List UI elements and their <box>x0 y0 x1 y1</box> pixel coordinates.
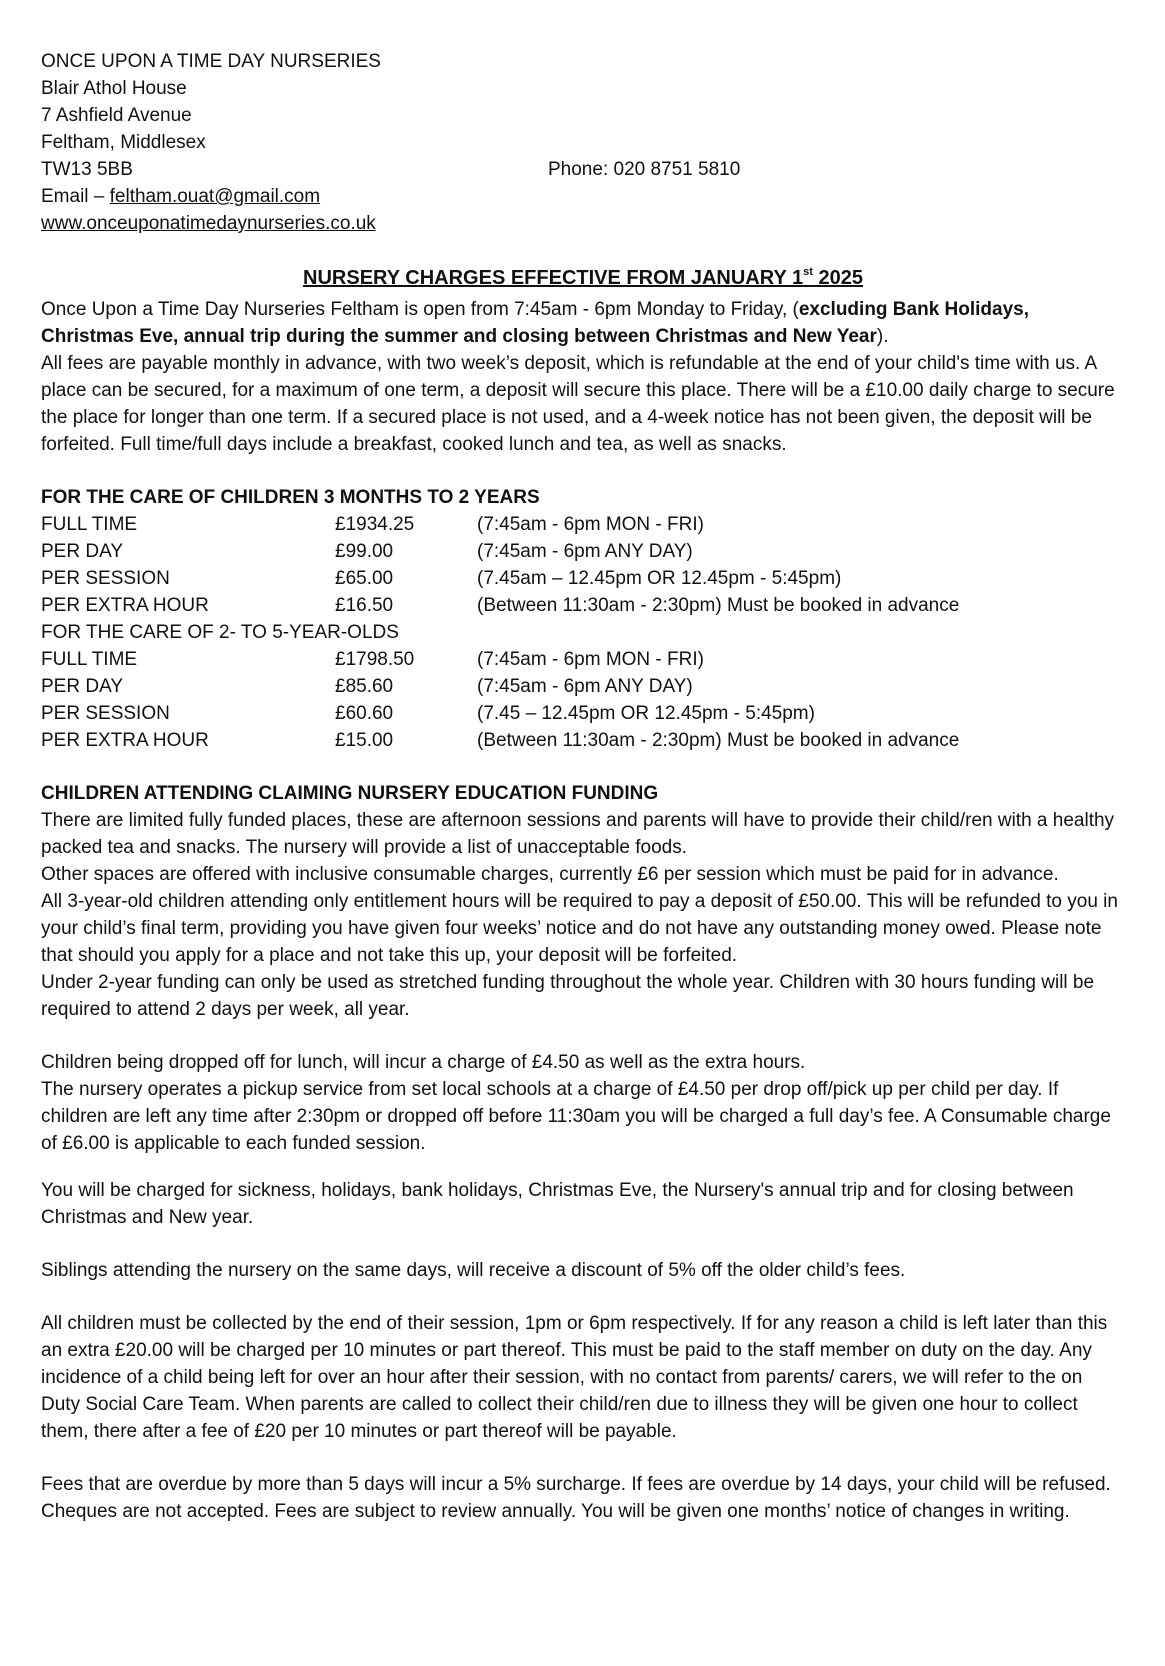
rate-price: £60.60 <box>335 703 394 724</box>
spacer <box>41 1231 1125 1257</box>
postcode-row <box>41 156 1125 183</box>
overdue-paragraph: Fees that are overdue by more than 5 days will incur a 5% surcharge. If fees are overdue by 14 days, your child will be refused. Cheques are not accepted. Fees are subject to review annually. You will be given one months’ notice of changes in writing. <box>41 1474 1111 1522</box>
rate-name: FULL TIME <box>41 514 138 535</box>
spacer <box>41 1157 1125 1177</box>
collection-paragraph: All children must be collected by the end of their session, 1pm or 6pm respectively. If for any reason a child is left later than this an extra £20.00 will be charged per 10 minutes or part thereof. This must be paid to the staff member on duty on the day. Any incidence of a child being left for over an hour after their session, with no contact from parents/ carers, we will refer to the on Duty Social Care Team. When parents are called to collect their child/ren due to illness they will be given one hour to collect them, there after a fee of £20 per 10 minutes or part thereof will be payable. <box>41 1313 1108 1442</box>
funding-paragraph-1: There are limited fully funded places, these are afternoon sessions and parents will have to provide their child/ren with a healthy packed tea and snacks. The nursery will provide a list of unacceptable foods. <box>41 810 1115 858</box>
address-line-2: 7 Ashfield Avenue <box>41 105 192 126</box>
spacer <box>41 754 1125 780</box>
sickness-paragraph: You will be charged for sickness, holidays, bank holidays, Christmas Eve, the Nursery's annual trip and for closing between Christmas and New year. <box>41 1180 1074 1228</box>
rate-price: £1798.50 <box>335 649 415 670</box>
intro-opening-hours <box>41 296 1125 350</box>
address-line-3: Feltham, Middlesex <box>41 132 206 153</box>
email-label: Email – <box>41 186 110 207</box>
email-row <box>41 183 1125 210</box>
funding-heading: CHILDREN ATTENDING CLAIMING NURSERY EDUCATION FUNDING <box>41 783 659 804</box>
title-year: 2025 <box>812 267 863 289</box>
rate-name: PER EXTRA HOUR <box>41 730 209 751</box>
rate-price: £99.00 <box>335 541 394 562</box>
funding-paragraph-4: Under 2-year funding can only be used as stretched funding throughout the whole year. Children with 30 hours funding will be required to attend 2 days per week, all year. <box>41 972 1095 1020</box>
funding-paragraph-3: All 3-year-old children attending only entitlement hours will be required to pay a deposit of £50.00. This will be refunded to you in your child’s final term, providing you have given four weeks’ notice and do not have any outstanding money owed. Please note that should you apply for a place and not take this up, your deposit will be forfeited. <box>41 891 1118 966</box>
email-link[interactable]: feltham.ouat@gmail.com <box>109 186 321 207</box>
under2-heading: FOR THE CARE OF CHILDREN 3 MONTHS TO 2 YEARS <box>41 487 540 508</box>
rate-row <box>41 673 1125 700</box>
rate-note: (Between 11:30am - 2:30pm) Must be booked in advance <box>477 730 960 751</box>
website-row <box>41 210 1125 237</box>
rate-name: PER DAY <box>41 676 124 697</box>
page-title <box>41 264 1125 292</box>
rate-name: PER EXTRA HOUR <box>41 595 209 616</box>
siblings-paragraph: Siblings attending the nursery on the same days, will receive a discount of 5% off the older child’s fees. <box>41 1260 906 1281</box>
funding-paragraph-2: Other spaces are offered with inclusive consumable charges, currently £6 per session which must be paid for in advance. <box>41 864 1059 885</box>
rate-note: (7.45am – 12.45pm OR 12.45pm - 5:45pm) <box>477 568 842 589</box>
rate-row <box>41 592 1125 619</box>
org-name: ONCE UPON A TIME DAY NURSERIES <box>41 51 381 72</box>
rate-note: (7:45am - 6pm ANY DAY) <box>477 676 693 697</box>
intro-exclusions: excluding Bank Holidays, Christmas Eve, annual trip during the summer and closing between Christmas and New Year <box>41 299 1030 347</box>
spacer <box>41 1023 1125 1049</box>
intro-hours-end: ). <box>876 326 889 347</box>
rate-note: (7:45am - 6pm MON - FRI) <box>477 514 704 535</box>
rate-price: £16.50 <box>335 595 394 616</box>
rate-row <box>41 727 1125 754</box>
rate-price: £15.00 <box>335 730 394 751</box>
rate-price: £85.60 <box>335 676 394 697</box>
rate-name: FULL TIME <box>41 649 138 670</box>
spacer <box>41 458 1125 484</box>
rate-row <box>41 646 1125 673</box>
intro-fees-paragraph: All fees are payable monthly in advance, with two week’s deposit, which is refundable at the end of your child's time with us. A place can be secured, for a maximum of one term, a deposit will secure this place. There will be a £10.00 daily charge to secure the place for longer than one term. If a secured place is not used, and a 4-week notice has not been given, the deposit will be forfeited. Full time/full days include a breakfast, cooked lunch and tea, as well as snacks. <box>41 353 1115 455</box>
rate-note: (Between 11:30am - 2:30pm) Must be booked in advance <box>477 595 960 616</box>
rate-note: (7.45 – 12.45pm OR 12.45pm - 5:45pm) <box>477 703 815 724</box>
rate-price: £1934.25 <box>335 514 415 535</box>
rate-name: PER SESSION <box>41 703 170 724</box>
rate-note: (7:45am - 6pm MON - FRI) <box>477 649 704 670</box>
rate-row <box>41 565 1125 592</box>
spacer <box>41 1284 1125 1310</box>
intro-hours-text: Once Upon a Time Day Nurseries Feltham is open from 7:45am - 6pm Monday to Friday, ( <box>41 299 799 320</box>
rate-row <box>41 511 1125 538</box>
rate-row <box>41 700 1125 727</box>
address-block <box>41 48 1125 237</box>
rate-name: PER SESSION <box>41 568 170 589</box>
rate-note: (7:45am - 6pm ANY DAY) <box>477 541 693 562</box>
title-sup: st <box>803 266 813 278</box>
lunch-paragraph: Children being dropped off for lunch, will incur a charge of £4.50 as well as the extra hours. <box>41 1052 806 1073</box>
rate-row <box>41 538 1125 565</box>
2to5-heading: FOR THE CARE OF 2- TO 5-YEAR-OLDS <box>41 622 399 643</box>
postcode: TW13 5BB <box>41 159 133 180</box>
spacer <box>41 1445 1125 1471</box>
pickup-paragraph: The nursery operates a pickup service from set local schools at a charge of £4.50 per drop off/pick up per child per day. If children are left any time after 2:30pm or dropped off before 11:30am you will be charged a full day’s fee. A Consumable charge of £6.00 is applicable to each funded session. <box>41 1079 1111 1154</box>
title-main: NURSERY CHARGES EFFECTIVE FROM JANUARY 1 <box>303 267 804 289</box>
rate-price: £65.00 <box>335 568 394 589</box>
website-link[interactable]: www.onceuponatimedaynurseries.co.uk <box>41 213 376 234</box>
address-line-1: Blair Athol House <box>41 78 187 99</box>
rate-name: PER DAY <box>41 541 124 562</box>
phone-number: Phone: 020 8751 5810 <box>548 159 741 180</box>
